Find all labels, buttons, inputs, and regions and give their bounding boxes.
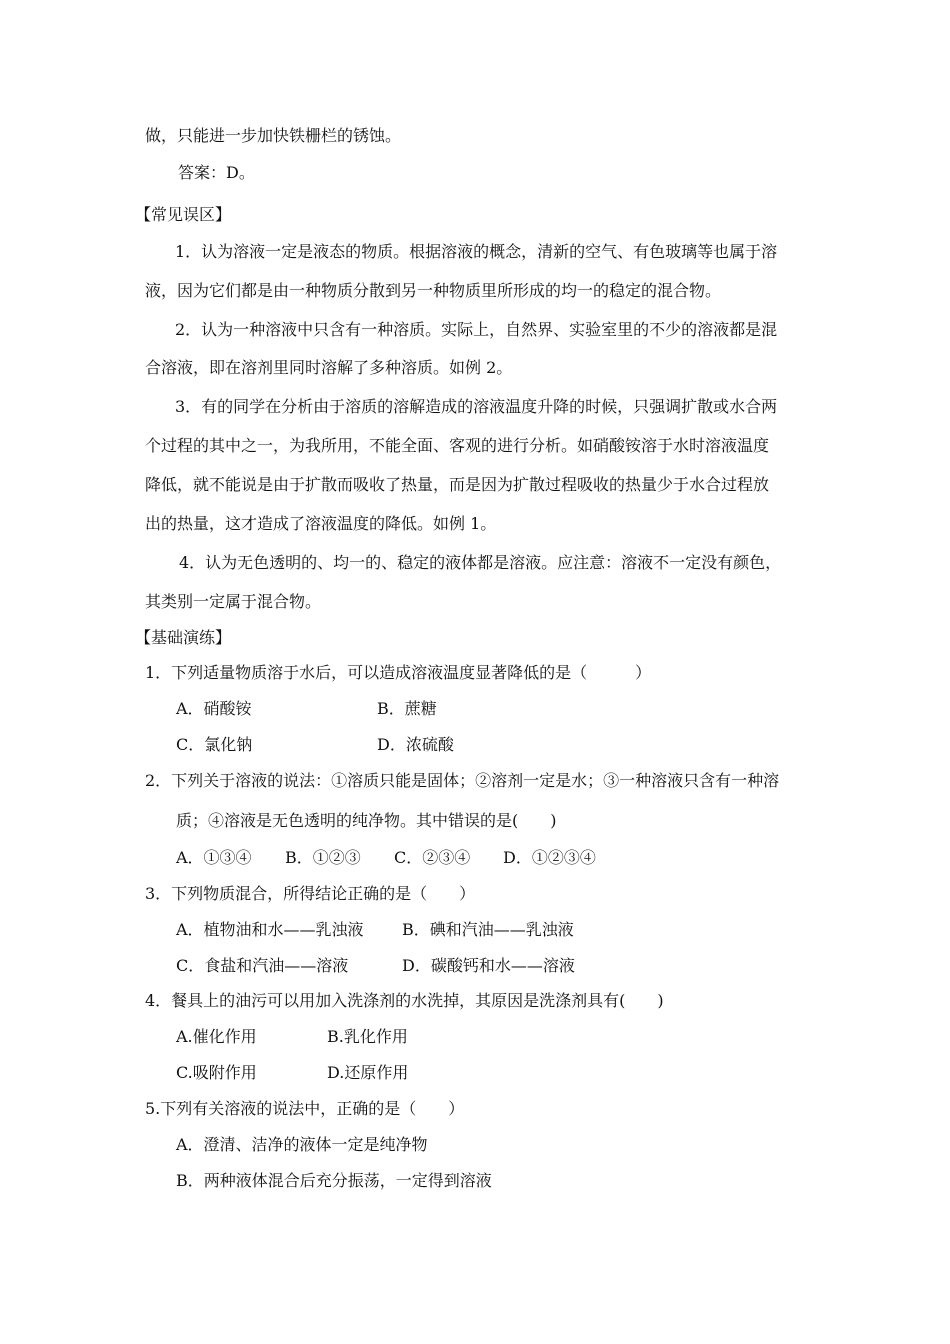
option-b: B．①②③	[285, 848, 361, 867]
option-a: A．澄清、洁净的液体一定是纯净物	[176, 1135, 428, 1154]
option-c: C．氯化钠	[176, 735, 253, 754]
misconception-line: 降低，就不能说是由于扩散而吸收了热量，而是因为扩散过程吸收的热量少于水合过程放	[145, 475, 770, 494]
question-stem: 4．餐具上的油污可以用加入洗涤剂的水洗掉，其原因是洗涤剂具有( )	[145, 991, 664, 1010]
option-b: B．两种液体混合后充分振荡，一定得到溶液	[176, 1171, 492, 1190]
option-d: D．碳酸钙和水——溶液	[402, 956, 575, 975]
misconception-line: 出的热量，这才造成了溶液温度的降低。如例 1。	[145, 514, 497, 533]
option-d: D．浓硫酸	[377, 735, 454, 754]
misconception-line: 液，因为它们都是由一种物质分散到另一种物质里所形成的均一的稳定的混合物。	[145, 281, 722, 300]
paragraph-line: 做，只能进一步加快铁栅栏的锈蚀。	[145, 126, 402, 145]
option-b: B．碘和汽油——乳浊液	[402, 920, 574, 939]
option-b: B．蔗糖	[377, 699, 437, 718]
answer-line: 答案：D。	[178, 163, 255, 182]
section-heading-practice: 【基础演练】	[135, 628, 232, 647]
misconception-line: 1．认为溶液一定是液态的物质。根据溶液的概念，清新的空气、有色玻璃等也属于溶	[175, 242, 778, 261]
question-stem: 2．下列关于溶液的说法：①溶质只能是固体；②溶剂一定是水；③一种溶液只含有一种溶	[145, 771, 780, 790]
option-b: B.乳化作用	[327, 1027, 408, 1046]
question-stem: 质；④溶液是无色透明的纯净物。其中错误的是( )	[176, 811, 557, 830]
option-a: A.催化作用	[176, 1027, 257, 1046]
misconception-line: 合溶液，即在溶剂里同时溶解了多种溶质。如例 2。	[145, 358, 513, 377]
option-c: C．食盐和汽油——溶液	[176, 956, 349, 975]
option-a: A．植物油和水——乳浊液	[176, 920, 364, 939]
misconception-line: 个过程的其中之一，为我所用，不能全面、客观的进行分析。如硝酸铵溶于水时溶液温度	[145, 436, 770, 455]
misconception-line: 3．有的同学在分析由于溶质的溶解造成的溶液温度升降的时候，只强调扩散或水合两	[175, 397, 778, 416]
misconception-line: 4．认为无色透明的、均一的、稳定的液体都是溶液。应注意：溶液不一定没有颜色，	[179, 553, 782, 572]
question-stem: 3．下列物质混合，所得结论正确的是（ ）	[145, 884, 476, 903]
question-stem: 1．下列适量物质溶于水后，可以造成溶液温度显著降低的是（ ）	[145, 663, 652, 682]
question-stem: 5.下列有关溶液的说法中，正确的是（ ）	[145, 1099, 465, 1118]
option-a: A．①③④	[176, 848, 252, 867]
misconception-line: 其类别一定属于混合物。	[145, 592, 322, 611]
option-c: C．②③④	[394, 848, 471, 867]
option-c: C.吸附作用	[176, 1063, 257, 1082]
option-d: D．①②③④	[503, 848, 596, 867]
section-heading-misconceptions: 【常见误区】	[135, 205, 232, 224]
misconception-line: 2．认为一种溶液中只含有一种溶质。实际上，自然界、实验室里的不少的溶液都是混	[175, 320, 778, 339]
option-d: D.还原作用	[327, 1063, 409, 1082]
option-a: A．硝酸铵	[176, 699, 252, 718]
